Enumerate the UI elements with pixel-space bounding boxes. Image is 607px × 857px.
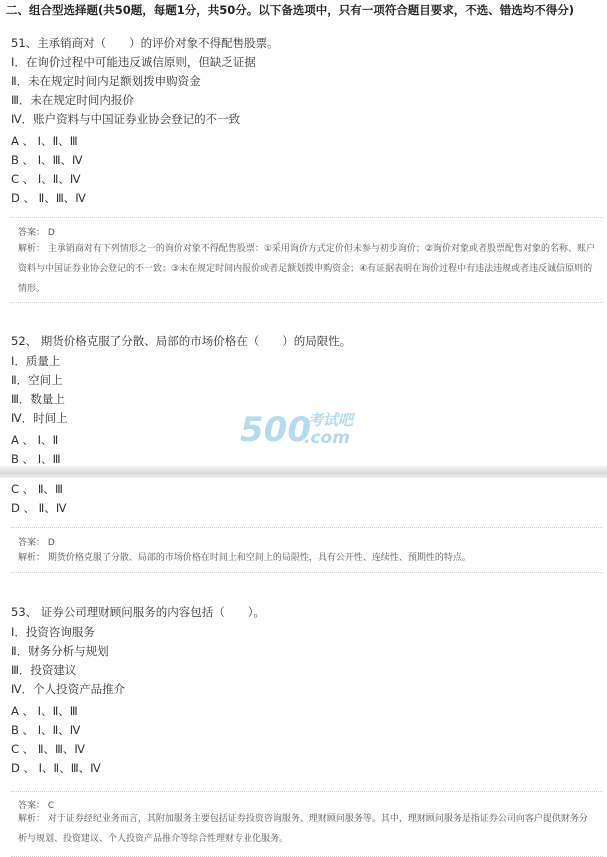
question-52-analysis: 解析： 期货价格克服了分散、局部的市场价格在时间上和空间上的局限性，具有公开性、连续性、预期性的特点。: [18, 553, 471, 563]
question-51-statement-2: Ⅱ．未在规定时间内足额划拨申购资金: [11, 74, 201, 88]
question-53-option-b[interactable]: B 、 Ⅰ、Ⅱ、Ⅳ: [11, 723, 81, 737]
question-51-analysis: 解析： 主承销商对有下列情形之一的询价对象不得配售股票：①采用询价方式定价但未参与初步询价；②询价对象或者股票配售对象的名称、账户资料与中国证券业协会登记的不一致；③未在规定时间内报价或者足额划拨申购资金；④有证据表明在询价过程中有违法违规或者违反诚信原则的情形。: [18, 244, 596, 294]
watermark-logo: [238, 405, 368, 449]
question-51-statement-4: Ⅳ．账户资料与中国证券业协会登记的不一致: [11, 112, 241, 126]
question-51-option-b[interactable]: B 、 Ⅰ、Ⅲ、Ⅳ: [11, 153, 83, 167]
question-51-option-d[interactable]: D 、 Ⅱ、Ⅲ、Ⅳ: [11, 191, 86, 205]
question-51-statement-1: Ⅰ．在询价过程中可能违反诚信原则，但缺乏证据: [11, 55, 256, 69]
question-52-statement-1: Ⅰ．质量上: [11, 354, 61, 368]
question-52-statement-3: Ⅲ．数量上: [11, 392, 65, 406]
question-53-answer: 答案： C: [18, 801, 55, 811]
question-53-option-d[interactable]: D 、 Ⅰ、Ⅱ、Ⅲ、Ⅳ: [11, 761, 101, 775]
question-52-option-d[interactable]: D 、 Ⅱ、Ⅳ: [11, 501, 67, 515]
question-51-answer-box: [11, 217, 603, 303]
question-53-analysis: 解析： 对于证券经纪业务而言，其附加服务主要包括证券投资咨询服务、理财顾问服务等。其中，理财顾问服务是指证券公司向客户提供财务分析与规划、投资建议、个人投资产品推介等综合性理财专业化服务。: [18, 814, 588, 844]
watermark-dotcom: .com: [304, 428, 350, 448]
question-52-option-b[interactable]: B 、 Ⅰ、Ⅲ: [11, 452, 61, 466]
page-break-divider: [0, 466, 607, 478]
question-51-option-c[interactable]: C 、 Ⅰ、Ⅱ、Ⅳ: [11, 172, 81, 186]
section-header: 二、组合型选择题(共50题，每题1分，共50分。以下备选项中，只有一项符合题目要求，不选、错选均不得分): [6, 3, 575, 17]
question-52-statement-4: Ⅳ．时间上: [11, 411, 68, 425]
watermark-number: 500: [240, 410, 311, 449]
question-53-answer-box: [11, 791, 603, 857]
question-53-statement-1: Ⅰ．投资咨询服务: [11, 625, 95, 639]
question-53-statement-3: Ⅲ．投资建议: [11, 663, 77, 677]
question-51-answer: 答案： D: [18, 228, 55, 238]
question-52-option-a[interactable]: A 、 Ⅰ、Ⅱ: [11, 433, 59, 447]
question-52-statement-2: Ⅱ．空间上: [11, 373, 63, 387]
question-53-option-c[interactable]: C 、 Ⅱ、Ⅲ、Ⅳ: [11, 742, 86, 756]
question-52-answer: 答案： D: [18, 538, 55, 548]
question-53-statement-4: Ⅳ．个人投资产品推介: [11, 682, 126, 696]
question-51-statement-3: Ⅲ．未在规定时间内报价: [11, 93, 134, 107]
watermark-cn-text: 考试吧: [308, 411, 354, 429]
question-51-option-a[interactable]: A 、 Ⅰ、Ⅱ、Ⅲ: [11, 134, 78, 148]
question-52-answer-box: [11, 527, 603, 573]
question-53-statement-2: Ⅱ．财务分析与规划: [11, 644, 109, 658]
question-53-option-a[interactable]: A 、 Ⅰ、Ⅱ、Ⅲ: [11, 704, 78, 718]
question-52-title: 52、 期货价格克服了分散、局部的市场价格在（ ）的局限性。: [11, 334, 352, 348]
question-53-title: 53、 证券公司理财顾问服务的内容包括（ ）。: [11, 605, 266, 619]
question-51-title: 51、主承销商对（ ）的评价对象不得配售股票。: [11, 36, 279, 50]
question-52-option-c[interactable]: C 、 Ⅱ、Ⅲ: [11, 482, 63, 496]
